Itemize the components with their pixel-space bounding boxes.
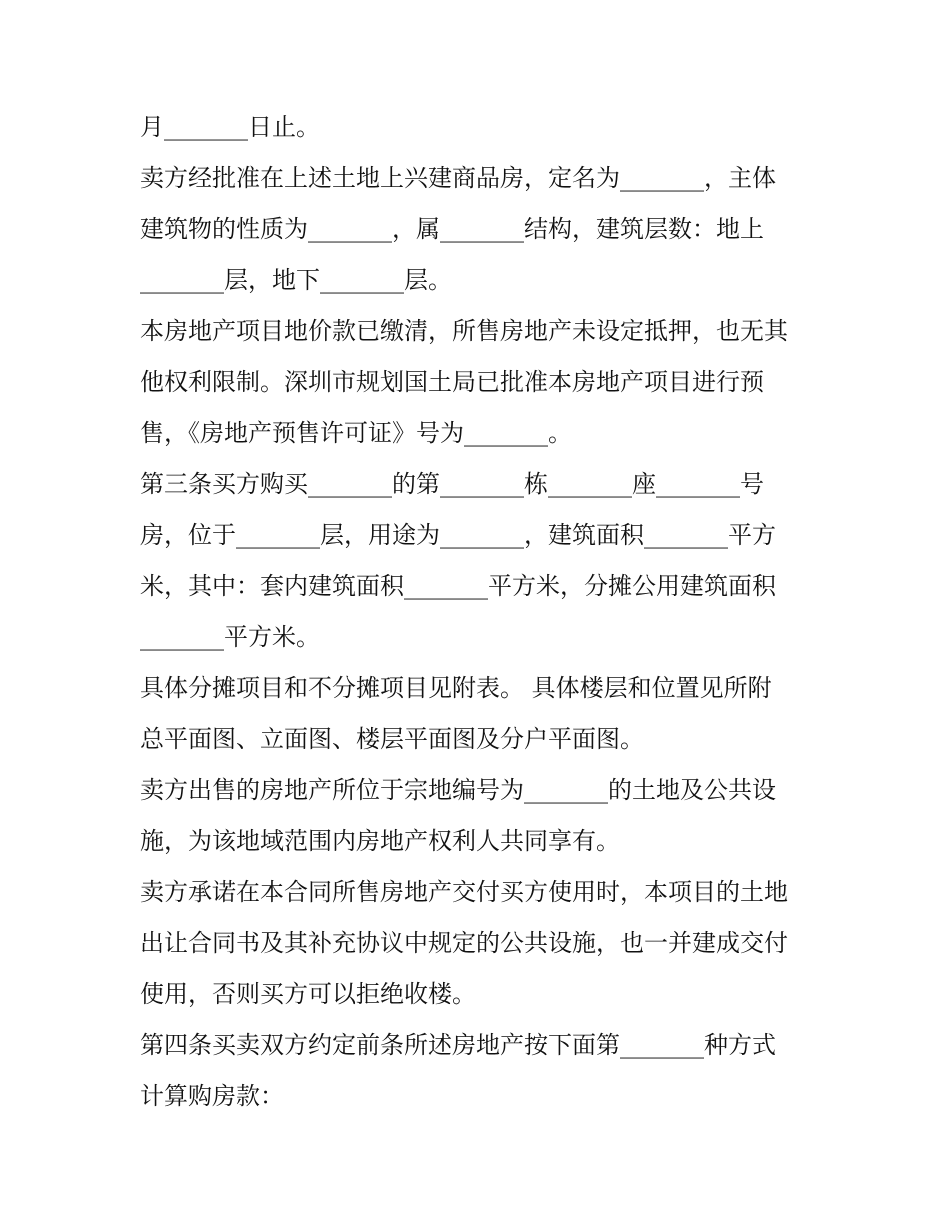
text-line: 总平面图、立面图、楼层平面图及分户平面图。 [140, 725, 644, 753]
text-line: 本房地产项目地价款已缴清，所售房地产未设定抵押，也无其 [140, 317, 788, 345]
text-line: 米，其中：套内建筑面积_______平方米，分摊公用建筑面积 [140, 572, 776, 600]
text-line: 使用，否则买方可以拒绝收楼。 [140, 980, 476, 1008]
text-line: 月_______日止。 [140, 113, 320, 141]
text-line: 施，为该地域范围内房地产权利人共同享有。 [140, 827, 620, 855]
text-line: 售，《房地产预售许可证》号为_______。 [140, 419, 572, 447]
text-line: _______平方米。 [140, 623, 320, 651]
text-line: 第四条买卖双方约定前条所述房地产按下面第_______种方式 [140, 1031, 776, 1059]
text-line: 卖方出售的房地产所位于宗地编号为_______的土地及公共设 [140, 776, 776, 804]
text-line: _______层，地下_______层。 [140, 266, 452, 294]
text-line: 建筑物的性质为_______，属_______结构，建筑层数：地上 [140, 215, 764, 243]
text-line: 卖方经批准在上述土地上兴建商品房，定名为_______，主体 [140, 164, 776, 192]
text-line: 卖方承诺在本合同所售房地产交付买方使用时，本项目的土地 [140, 878, 788, 906]
text-line: 第三条买方购买_______的第_______栋_______座_______号 [140, 470, 764, 498]
text-line: 出让合同书及其补充协议中规定的公共设施，也一并建成交付 [140, 929, 788, 957]
contract-text [140, 102, 830, 1122]
text-line: 他权利限制。深圳市规划国土局已批准本房地产项目进行预 [140, 368, 764, 396]
text-line: 房，位于_______层，用途为_______，建筑面积_______平方 [140, 521, 776, 549]
text-line: 计算购房款： [140, 1082, 284, 1110]
text-line: 具体分摊项目和不分摊项目见附表。 具体楼层和位置见所附 [140, 674, 772, 702]
